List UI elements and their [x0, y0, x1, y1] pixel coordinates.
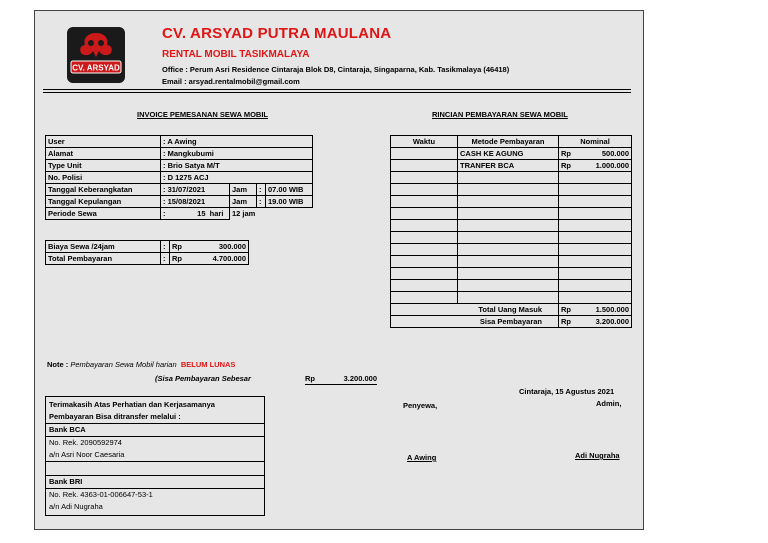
- company-subtitle: RENTAL MOBIL TASIKMALAYA: [162, 49, 310, 60]
- rincian-cell-nominal: [578, 196, 631, 208]
- rincian-cell-rp: [559, 244, 579, 256]
- thanks-text: Terimakasih Atas Perhatian dan Kerjasamanya: [49, 400, 215, 409]
- rincian-cell-rp: [559, 196, 579, 208]
- rincian-row: [391, 160, 632, 172]
- rincian-header-row: [391, 136, 632, 148]
- col-nominal: Nominal: [559, 136, 632, 148]
- col-metode: Metode Pembayaran: [458, 136, 559, 148]
- rincian-cell-metode: [458, 232, 559, 244]
- rincian-cell-nominal: 1.000.000: [578, 160, 631, 172]
- rincian-cell-nominal: [578, 172, 631, 184]
- company-logo: [67, 27, 125, 83]
- row-polisi: [46, 172, 313, 184]
- pulang-colon: :: [257, 196, 266, 208]
- rincian-cell-rp: [559, 280, 579, 292]
- biaya-table: [45, 240, 249, 265]
- total-masuk-value: 1.500.000: [578, 304, 631, 316]
- rincian-cell-metode: [458, 208, 559, 220]
- rincian-cell-metode: [458, 256, 559, 268]
- periode-label: Periode Sewa: [46, 208, 161, 220]
- sisa-note: (Sisa Pembayaran Sebesar: [155, 374, 251, 383]
- biaya-rp: Rp: [170, 241, 195, 253]
- total-value: 4.700.000: [194, 253, 249, 265]
- office-address: Office : Perum Asri Residence Cintaraja Blok D8, Cintaraja, Singaparna, Kab. Tasikmalaya (46418): [162, 65, 510, 74]
- bank-bri: Bank BRI: [46, 475, 264, 488]
- rincian-cell-nominal: [578, 232, 631, 244]
- rincian-cell-metode: [458, 292, 559, 304]
- bri-rek: No. Rek. 4363-01-006647-53-1: [46, 488, 264, 501]
- rincian-row: [391, 148, 632, 160]
- rincian-cell-metode: [458, 184, 559, 196]
- rincian-cell-nominal: 500.000: [578, 148, 631, 160]
- rincian-cell-nominal: [578, 268, 631, 280]
- rincian-cell-nominal: [578, 256, 631, 268]
- rincian-row: [391, 232, 632, 244]
- total-colon: :: [161, 253, 170, 265]
- berangkat-jam: 07.00 WIB: [266, 184, 313, 196]
- periode-hari: : 15 hari: [161, 208, 230, 220]
- periode-jam: 12 jam: [230, 208, 313, 220]
- rincian-cell-waktu: [391, 232, 458, 244]
- unit-label: Type Unit: [46, 160, 161, 172]
- rincian-cell-rp: [559, 184, 579, 196]
- sisa-rp: Rp: [559, 316, 579, 328]
- total-masuk-label: Total Uang Masuk: [391, 304, 559, 316]
- rincian-cell-waktu: [391, 292, 458, 304]
- berangkat-jam-label: Jam: [230, 184, 257, 196]
- payment-note: Note : Pembayaran Sewa Mobil harian BELUM LUNAS: [47, 360, 236, 369]
- invoice-title: INVOICE PEMESANAN SEWA MOBIL: [137, 110, 268, 119]
- row-total: [46, 253, 249, 265]
- rincian-cell-rp: [559, 292, 579, 304]
- row-total-masuk: [391, 304, 632, 316]
- rincian-cell-rp: [559, 208, 579, 220]
- row-biaya: [46, 241, 249, 253]
- total-masuk-rp: Rp: [559, 304, 579, 316]
- office-email: Email : arsyad.rentalmobil@gmail.com: [162, 77, 300, 86]
- polisi-label: No. Polisi: [46, 172, 161, 184]
- rincian-table: [390, 135, 632, 328]
- rincian-cell-waktu: [391, 268, 458, 280]
- total-rp: Rp: [170, 253, 195, 265]
- rincian-cell-rp: [559, 220, 579, 232]
- col-waktu: Waktu: [391, 136, 458, 148]
- biaya-colon: :: [161, 241, 170, 253]
- svg-text:CV. ARSYAD: CV. ARSYAD: [72, 63, 120, 73]
- rincian-cell-nominal: [578, 292, 631, 304]
- invoice-sheet: [34, 10, 644, 530]
- berangkat-label: Tanggal Keberangkatan: [46, 184, 161, 196]
- rincian-cell-nominal: [578, 184, 631, 196]
- rincian-row: [391, 256, 632, 268]
- rincian-cell-metode: CASH KE AGUNG: [458, 148, 559, 160]
- row-berangkat: [46, 184, 313, 196]
- sign-date: Cintaraja, 15 Agustus 2021: [519, 387, 615, 396]
- rincian-cell-nominal: [578, 220, 631, 232]
- rincian-row: [391, 244, 632, 256]
- row-periode: [46, 208, 313, 220]
- bri-an: a/n Adi Nugraha: [49, 502, 103, 511]
- bank-bca: Bank BCA: [46, 423, 264, 436]
- rincian-cell-metode: [458, 196, 559, 208]
- row-alamat: [46, 148, 313, 160]
- rincian-cell-rp: [559, 172, 579, 184]
- rincian-row: [391, 220, 632, 232]
- rincian-cell-rp: [559, 268, 579, 280]
- rincian-cell-metode: TRANFER BCA: [458, 160, 559, 172]
- polisi-value: : D 1275 ACJ: [161, 172, 313, 184]
- row-pulang: [46, 196, 313, 208]
- berangkat-colon: :: [257, 184, 266, 196]
- pulang-jam-label: Jam: [230, 196, 257, 208]
- rincian-cell-nominal: [578, 280, 631, 292]
- biaya-label: Biaya Sewa /24jam: [46, 241, 161, 253]
- rincian-cell-waktu: [391, 160, 458, 172]
- rincian-cell-waktu: [391, 172, 458, 184]
- bca-an: a/n Asri Noor Caesaria: [49, 450, 125, 459]
- rincian-cell-waktu: [391, 244, 458, 256]
- admin-label: Admin,: [596, 399, 622, 408]
- penyewa-label: Penyewa,: [403, 401, 438, 410]
- rincian-row: [391, 172, 632, 184]
- rincian-cell-waktu: [391, 148, 458, 160]
- bca-rek: No. Rek. 2090592974: [46, 436, 264, 449]
- rincian-cell-waktu: [391, 184, 458, 196]
- company-name: CV. ARSYAD PUTRA MAULANA: [162, 25, 392, 42]
- unit-value: : Brio Satya M/T: [161, 160, 313, 172]
- rincian-cell-rp: [559, 232, 579, 244]
- row-user: [46, 136, 313, 148]
- rincian-cell-rp: [559, 256, 579, 268]
- pulang-jam: 19.00 WIB: [266, 196, 313, 208]
- rincian-row: [391, 196, 632, 208]
- rincian-cell-waktu: [391, 220, 458, 232]
- bank-box: [45, 396, 265, 516]
- rincian-cell-metode: [458, 268, 559, 280]
- rincian-row: [391, 208, 632, 220]
- sisa-value: 3.200.000: [578, 316, 631, 328]
- alamat-label: Alamat: [46, 148, 161, 160]
- berangkat-date: : 31/07/2021: [161, 184, 230, 196]
- rincian-row: [391, 184, 632, 196]
- rincian-cell-waktu: [391, 208, 458, 220]
- user-value: : A Awing: [161, 136, 313, 148]
- biaya-value: 300.000: [194, 241, 249, 253]
- user-label: User: [46, 136, 161, 148]
- rincian-row: [391, 268, 632, 280]
- alamat-value: : Mangkubumi: [161, 148, 313, 160]
- rincian-cell-metode: [458, 280, 559, 292]
- rincian-title: RINCIAN PEMBAYARAN SEWA MOBIL: [432, 110, 568, 119]
- row-unit: [46, 160, 313, 172]
- rincian-cell-waktu: [391, 196, 458, 208]
- penyewa-name: A Awing: [407, 453, 437, 462]
- total-label: Total Pembayaran: [46, 253, 161, 265]
- rincian-cell-rp: Rp: [559, 148, 579, 160]
- rincian-row: [391, 280, 632, 292]
- rincian-cell-waktu: [391, 256, 458, 268]
- rincian-cell-metode: [458, 244, 559, 256]
- rincian-cell-rp: Rp: [559, 160, 579, 172]
- rincian-cell-waktu: [391, 280, 458, 292]
- sisa-note-amount: Rp 3.200.000: [305, 374, 377, 383]
- rincian-cell-metode: [458, 172, 559, 184]
- admin-name: Adi Nugraha: [575, 451, 620, 460]
- pulang-date: : 15/08/2021: [161, 196, 230, 208]
- header-divider: [43, 89, 631, 90]
- rincian-row: [391, 292, 632, 304]
- pulang-label: Tanggal Kepulangan: [46, 196, 161, 208]
- invoice-table: [45, 135, 313, 220]
- rincian-cell-metode: [458, 220, 559, 232]
- transfer-text: Pembayaran Bisa ditransfer melalui :: [49, 412, 181, 421]
- row-sisa: [391, 316, 632, 328]
- rincian-cell-nominal: [578, 244, 631, 256]
- rincian-cell-nominal: [578, 208, 631, 220]
- header-divider-2: [43, 92, 631, 93]
- sisa-label: Sisa Pembayaran: [391, 316, 559, 328]
